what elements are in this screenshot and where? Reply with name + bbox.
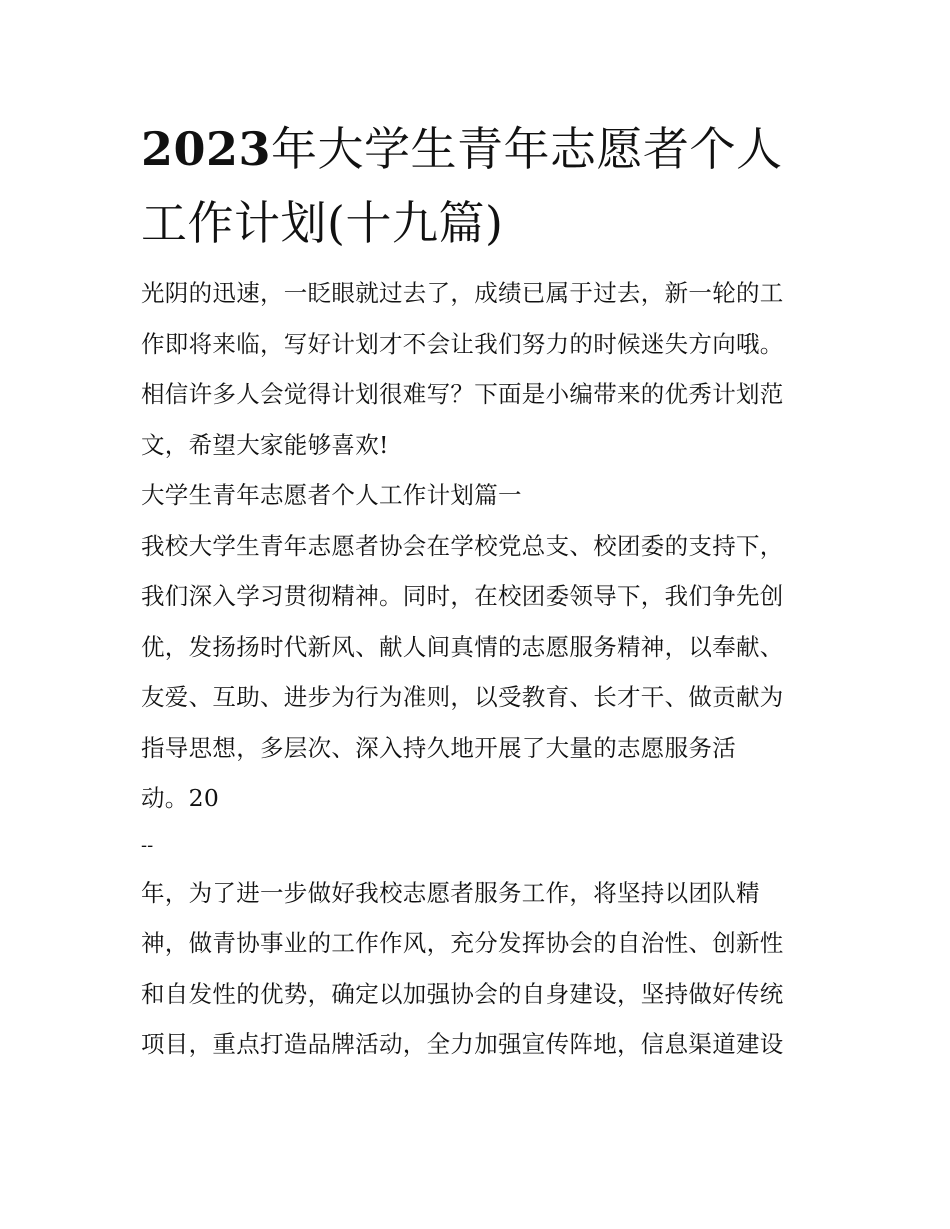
document-title: [141, 112, 821, 260]
text-line: 年，为了进一步做好我校志愿者服务工作，将坚持以团队精: [141, 878, 760, 907]
text-line: 作即将来临，写好计划才不会让我们努力的时候迷失方向哦。: [141, 329, 784, 358]
text-line: 项目，重点打造品牌活动，全力加强宣传阵地，信息渠道建设: [141, 1030, 784, 1058]
text-line: 友爱、互助、进步为行为准则，以受教育、长才干、做贡献为: [141, 683, 784, 711]
paragraph-1: [141, 521, 821, 824]
title-text: 工作计划(十九篇): [141, 196, 504, 250]
text-line: 指导思想，多层次、深入持久地开展了大量的志愿服务活: [141, 733, 736, 762]
text-line: 神，做青协事业的工作作风，充分发挥协会的自治性、创新性: [141, 929, 784, 957]
title-line-2: [141, 186, 821, 260]
text-line: 文，希望大家能够喜欢!: [141, 430, 389, 459]
text-line: 我们深入学习贯彻精神。同时，在校团委领导下，我们争先创: [141, 582, 784, 610]
dash-separator: --: [141, 834, 154, 856]
text-line: 我校大学生青年志愿者协会在学校党总支、校团委的支持下，: [141, 531, 784, 560]
text-line: 动。20: [141, 784, 220, 812]
text-line: 光阴的迅速，一眨眼就过去了，成绩已属于过去，新一轮的工: [141, 279, 784, 307]
title-text: 年大学生青年志愿者个人: [271, 122, 783, 176]
text-line: 和自发性的优势，确定以加强协会的自身建设，坚持做好传统: [141, 979, 784, 1008]
text-line: 优，发扬扬时代新风、献人间真情的志愿服务精神，以奉献、: [141, 632, 784, 661]
title-line-1: [141, 112, 821, 186]
text-line: 相信许多人会觉得计划很难写？下面是小编带来的优秀计划范: [141, 380, 784, 408]
intro-paragraph: [141, 268, 821, 470]
document-content: [141, 112, 821, 1070]
section-heading: 大学生青年志愿者个人工作计划篇一: [141, 481, 522, 509]
paragraph-2: [141, 868, 821, 1070]
title-year: 2023: [141, 122, 272, 176]
